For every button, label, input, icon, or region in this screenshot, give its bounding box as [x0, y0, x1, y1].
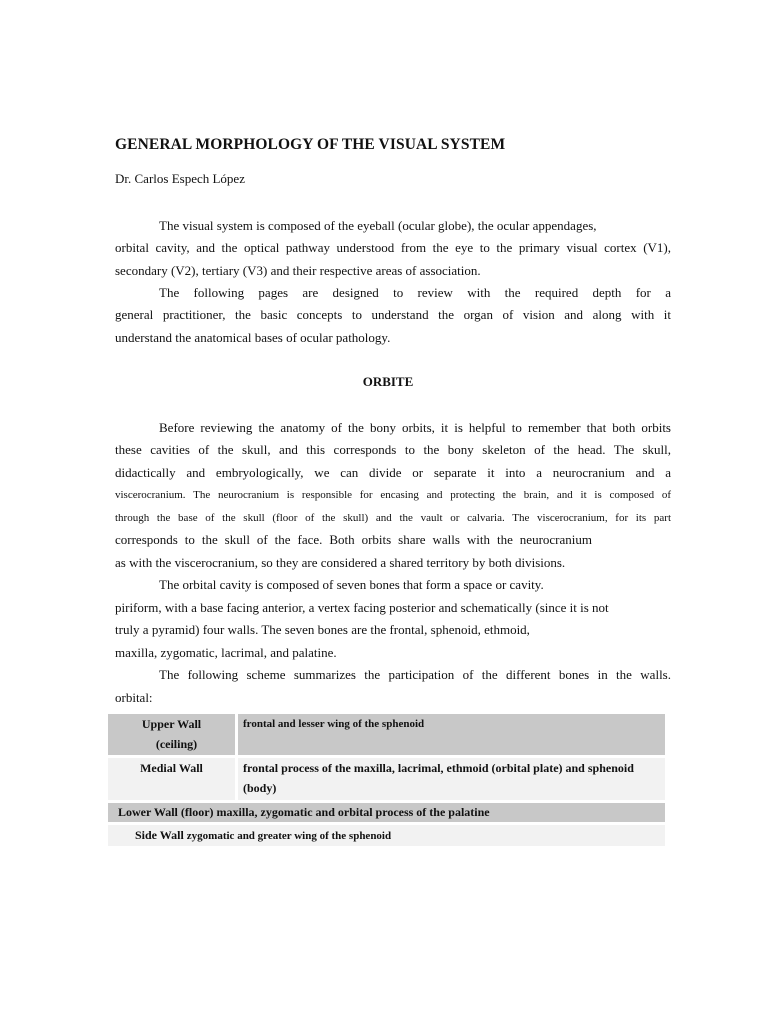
medial-wall-bones: frontal process of the maxilla, lacrimal, ethmoid (orbital plate) and sphenoid (body)	[238, 758, 665, 800]
orbit-paragraph-line: didactically and embryologically, we can divide or separate it into a neurocranium and a	[115, 465, 671, 480]
orbit-paragraph-line: as with the viscerocranium, so they are considered a shared territory by both divisions.	[115, 555, 566, 570]
side-wall-row	[108, 825, 665, 846]
orbit-paragraph-line: these cavities of the skull, and this corresponds to the bony skeleton of the head. The skull,	[115, 442, 671, 457]
table-row	[108, 803, 665, 822]
intro-paragraph-line: general practitioner, the basic concepts to understand the organ of vision and along with it	[115, 307, 671, 322]
upper-wall-bones: frontal and lesser wing of the sphenoid	[238, 714, 665, 755]
intro-paragraph-line: understand the anatomical bases of ocular pathology.	[115, 330, 391, 345]
author-name: Dr. Carlos Espech López	[115, 171, 245, 186]
document-title: GENERAL MORPHOLOGY OF THE VISUAL SYSTEM	[115, 136, 506, 153]
intro-paragraph-line: The following pages are designed to review with the required depth for a	[159, 285, 671, 300]
table-row	[108, 825, 665, 846]
upper-wall-label: Upper Wall	[141, 717, 202, 731]
orbit-paragraph-line: The following scheme summarizes the participation of the different bones in the walls.	[159, 667, 671, 682]
orbit-paragraph-line: piriform, with a base facing anterior, a vertex facing posterior and schematically (since it is not	[115, 600, 609, 615]
intro-paragraph-line: The visual system is composed of the eyeball (ocular globe), the ocular appendages,	[159, 218, 597, 233]
orbit-paragraph-line: Before reviewing the anatomy of the bony orbits, it is helpful to remember that both orbits	[159, 420, 671, 435]
table-row	[108, 758, 665, 800]
medial-wall-label: Medial Wall	[108, 758, 238, 800]
orbit-paragraph-line: corresponds to the skull of the face. Both orbits share walls with the neurocranium	[115, 532, 592, 547]
upper-wall-cell	[108, 714, 238, 755]
upper-wall-sublabel: (ceiling)	[155, 737, 198, 751]
side-wall-label: Side Wall	[135, 828, 184, 842]
orbit-paragraph-line: truly a pyramid) four walls. The seven bones are the frontal, sphenoid, ethmoid,	[115, 622, 530, 637]
orbit-paragraph-line: viscerocranium. The neurocranium is responsible for encasing and protecting the brain, and it is composed of	[115, 489, 671, 501]
table-row	[108, 714, 665, 755]
side-wall-bones: zygomatic and greater wing of the sphenoid	[186, 830, 392, 842]
lower-wall-row: Lower Wall (floor) maxilla, zygomatic and orbital process of the palatine	[108, 803, 665, 822]
intro-paragraph-line: secondary (V2), tertiary (V3) and their respective areas of association.	[115, 263, 481, 278]
orbital-walls-table	[108, 711, 665, 849]
orbit-paragraph-line: through the base of the skull (floor of the skull) and the vault or calvaria. The viscerocranium, for its part	[115, 512, 671, 524]
orbit-paragraph-line: The orbital cavity is composed of seven bones that form a space or cavity.	[159, 577, 544, 592]
section-heading: ORBITE	[362, 374, 414, 389]
intro-paragraph-line: orbital cavity, and the optical pathway understood from the eye to the primary visual cortex (V1),	[115, 240, 671, 255]
orbit-paragraph-line: maxilla, zygomatic, lacrimal, and palatine.	[115, 645, 337, 660]
orbit-paragraph-line: orbital:	[115, 690, 153, 705]
